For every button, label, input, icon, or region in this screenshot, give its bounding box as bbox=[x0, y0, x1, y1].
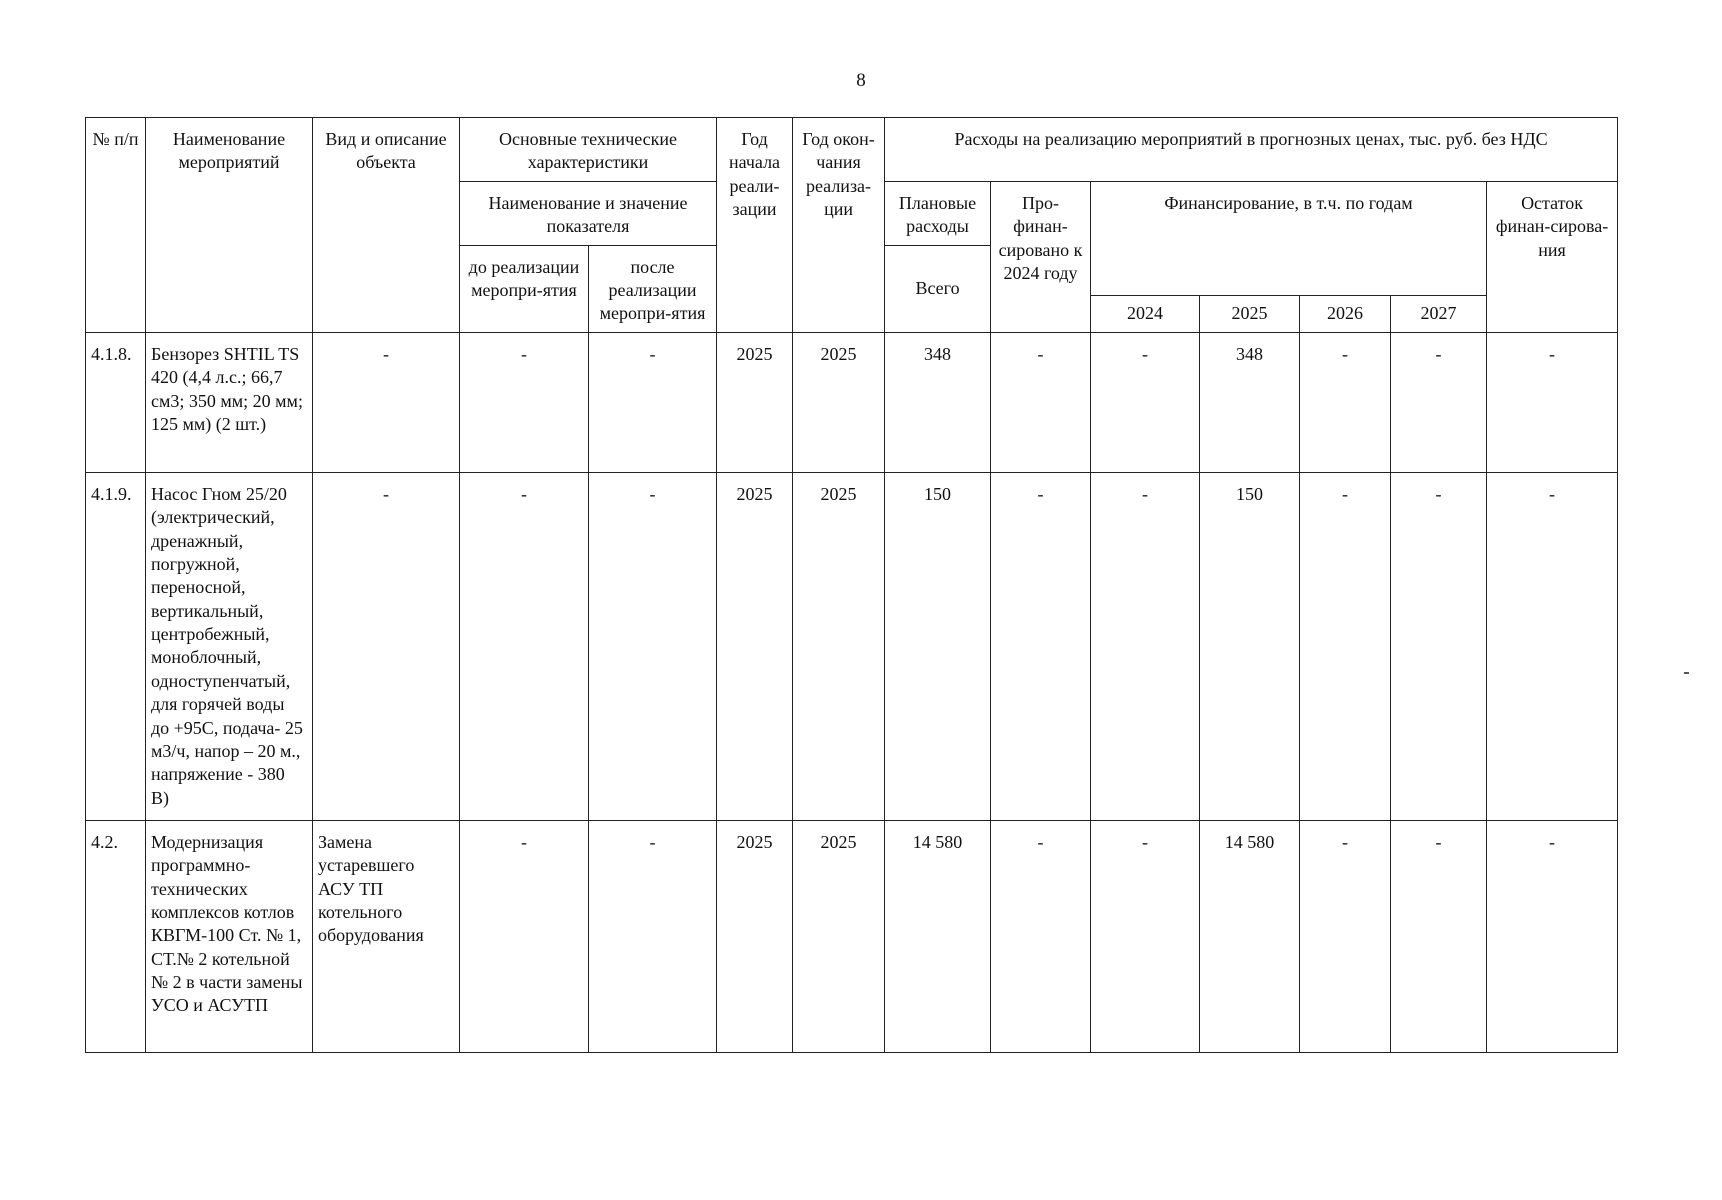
header-total: Всего bbox=[885, 245, 991, 332]
cell-after: - bbox=[589, 472, 717, 820]
header-year-2027: 2027 bbox=[1391, 296, 1487, 332]
header-prefinanced: Про-финан-сировано к 2024 году bbox=[991, 181, 1091, 332]
cell-after: - bbox=[589, 332, 717, 472]
header-before: до реализации меропри-ятия bbox=[460, 245, 589, 332]
header-object: Вид и описание объекта bbox=[313, 118, 460, 333]
cell-before: - bbox=[460, 332, 589, 472]
cell-before: - bbox=[460, 820, 589, 1052]
header-planned: Плановые расходы bbox=[885, 181, 991, 245]
cell-2024: - bbox=[1091, 820, 1200, 1052]
cell-num: 4.1.9. bbox=[86, 472, 146, 820]
header-year-2026: 2026 bbox=[1300, 296, 1391, 332]
cell-year-start: 2025 bbox=[717, 332, 793, 472]
header-tech: Основные технические характеристики bbox=[460, 118, 717, 182]
header-year-2024: 2024 bbox=[1091, 296, 1200, 332]
cell-year-end: 2025 bbox=[793, 820, 885, 1052]
cell-remainder: - bbox=[1487, 820, 1618, 1052]
cell-2025: 348 bbox=[1200, 332, 1300, 472]
cell-2026: - bbox=[1300, 820, 1391, 1052]
header-year-2025: 2025 bbox=[1200, 296, 1300, 332]
cell-year-end: 2025 bbox=[793, 332, 885, 472]
cell-name: Бензорез SHTIL TS 420 (4,4 л.с.; 66,7 см3; 350 мм; 20 мм; 125 мм) (2 шт.) bbox=[146, 332, 313, 472]
page-number: 8 bbox=[856, 70, 866, 91]
cell-object: Замена устаревшего АСУ ТП котельного оборудования bbox=[313, 820, 460, 1052]
cell-before: - bbox=[460, 472, 589, 820]
cell-2024: - bbox=[1091, 472, 1200, 820]
cell-planned-total: 150 bbox=[885, 472, 991, 820]
header-num: № п/п bbox=[86, 118, 146, 333]
cell-2026: - bbox=[1300, 472, 1391, 820]
cell-2026: - bbox=[1300, 332, 1391, 472]
cell-2024: - bbox=[1091, 332, 1200, 472]
cell-after: - bbox=[589, 820, 717, 1052]
cell-prefinanced: - bbox=[991, 472, 1091, 820]
header-indicator: Наименование и значение показателя bbox=[460, 181, 717, 245]
cell-2025: 150 bbox=[1200, 472, 1300, 820]
header-year-start: Год начала реали-зации bbox=[717, 118, 793, 333]
table-row bbox=[86, 332, 1618, 472]
header-remainder: Остаток финан-сирова-ния bbox=[1487, 181, 1618, 332]
cell-num: 4.1.8. bbox=[86, 332, 146, 472]
cell-num: 4.2. bbox=[86, 820, 146, 1052]
scan-mark bbox=[1684, 672, 1689, 674]
cell-2027: - bbox=[1391, 472, 1487, 820]
cell-year-end: 2025 bbox=[793, 472, 885, 820]
cell-object: - bbox=[313, 472, 460, 820]
header-financing: Финансирование, в т.ч. по годам bbox=[1091, 181, 1487, 296]
header-year-end: Год окон-чания реализа-ции bbox=[793, 118, 885, 333]
expenses-table bbox=[85, 117, 1618, 1053]
cell-prefinanced: - bbox=[991, 820, 1091, 1052]
header-after: после реализации меропри-ятия bbox=[589, 245, 717, 332]
cell-planned-total: 348 bbox=[885, 332, 991, 472]
cell-2027: - bbox=[1391, 820, 1487, 1052]
cell-prefinanced: - bbox=[991, 332, 1091, 472]
header-expenses: Расходы на реализацию мероприятий в прогнозных ценах, тыс. руб. без НДС bbox=[885, 118, 1618, 182]
cell-2027: - bbox=[1391, 332, 1487, 472]
cell-remainder: - bbox=[1487, 472, 1618, 820]
table-row bbox=[86, 820, 1618, 1052]
header-name: Наименование мероприятий bbox=[146, 118, 313, 333]
cell-name: Насос Гном 25/20 (электрический, дренажный, погружной, переносной, вертикальный, центробежный, моноблочный, одноступенчатый, для горячей воды до +95С, подача- 25 м3/ч, напор – 20 м., напряжение - 380 В) bbox=[146, 472, 313, 820]
cell-2025: 14 580 bbox=[1200, 820, 1300, 1052]
cell-remainder: - bbox=[1487, 332, 1618, 472]
table-row bbox=[86, 472, 1618, 820]
cell-year-start: 2025 bbox=[717, 472, 793, 820]
cell-planned-total: 14 580 bbox=[885, 820, 991, 1052]
cell-object: - bbox=[313, 332, 460, 472]
cell-year-start: 2025 bbox=[717, 820, 793, 1052]
cell-name: Модернизация программно-технических комплексов котлов КВГМ-100 Ст. № 1, СТ.№ 2 котельной № 2 в части замены УСО и АСУТП bbox=[146, 820, 313, 1052]
